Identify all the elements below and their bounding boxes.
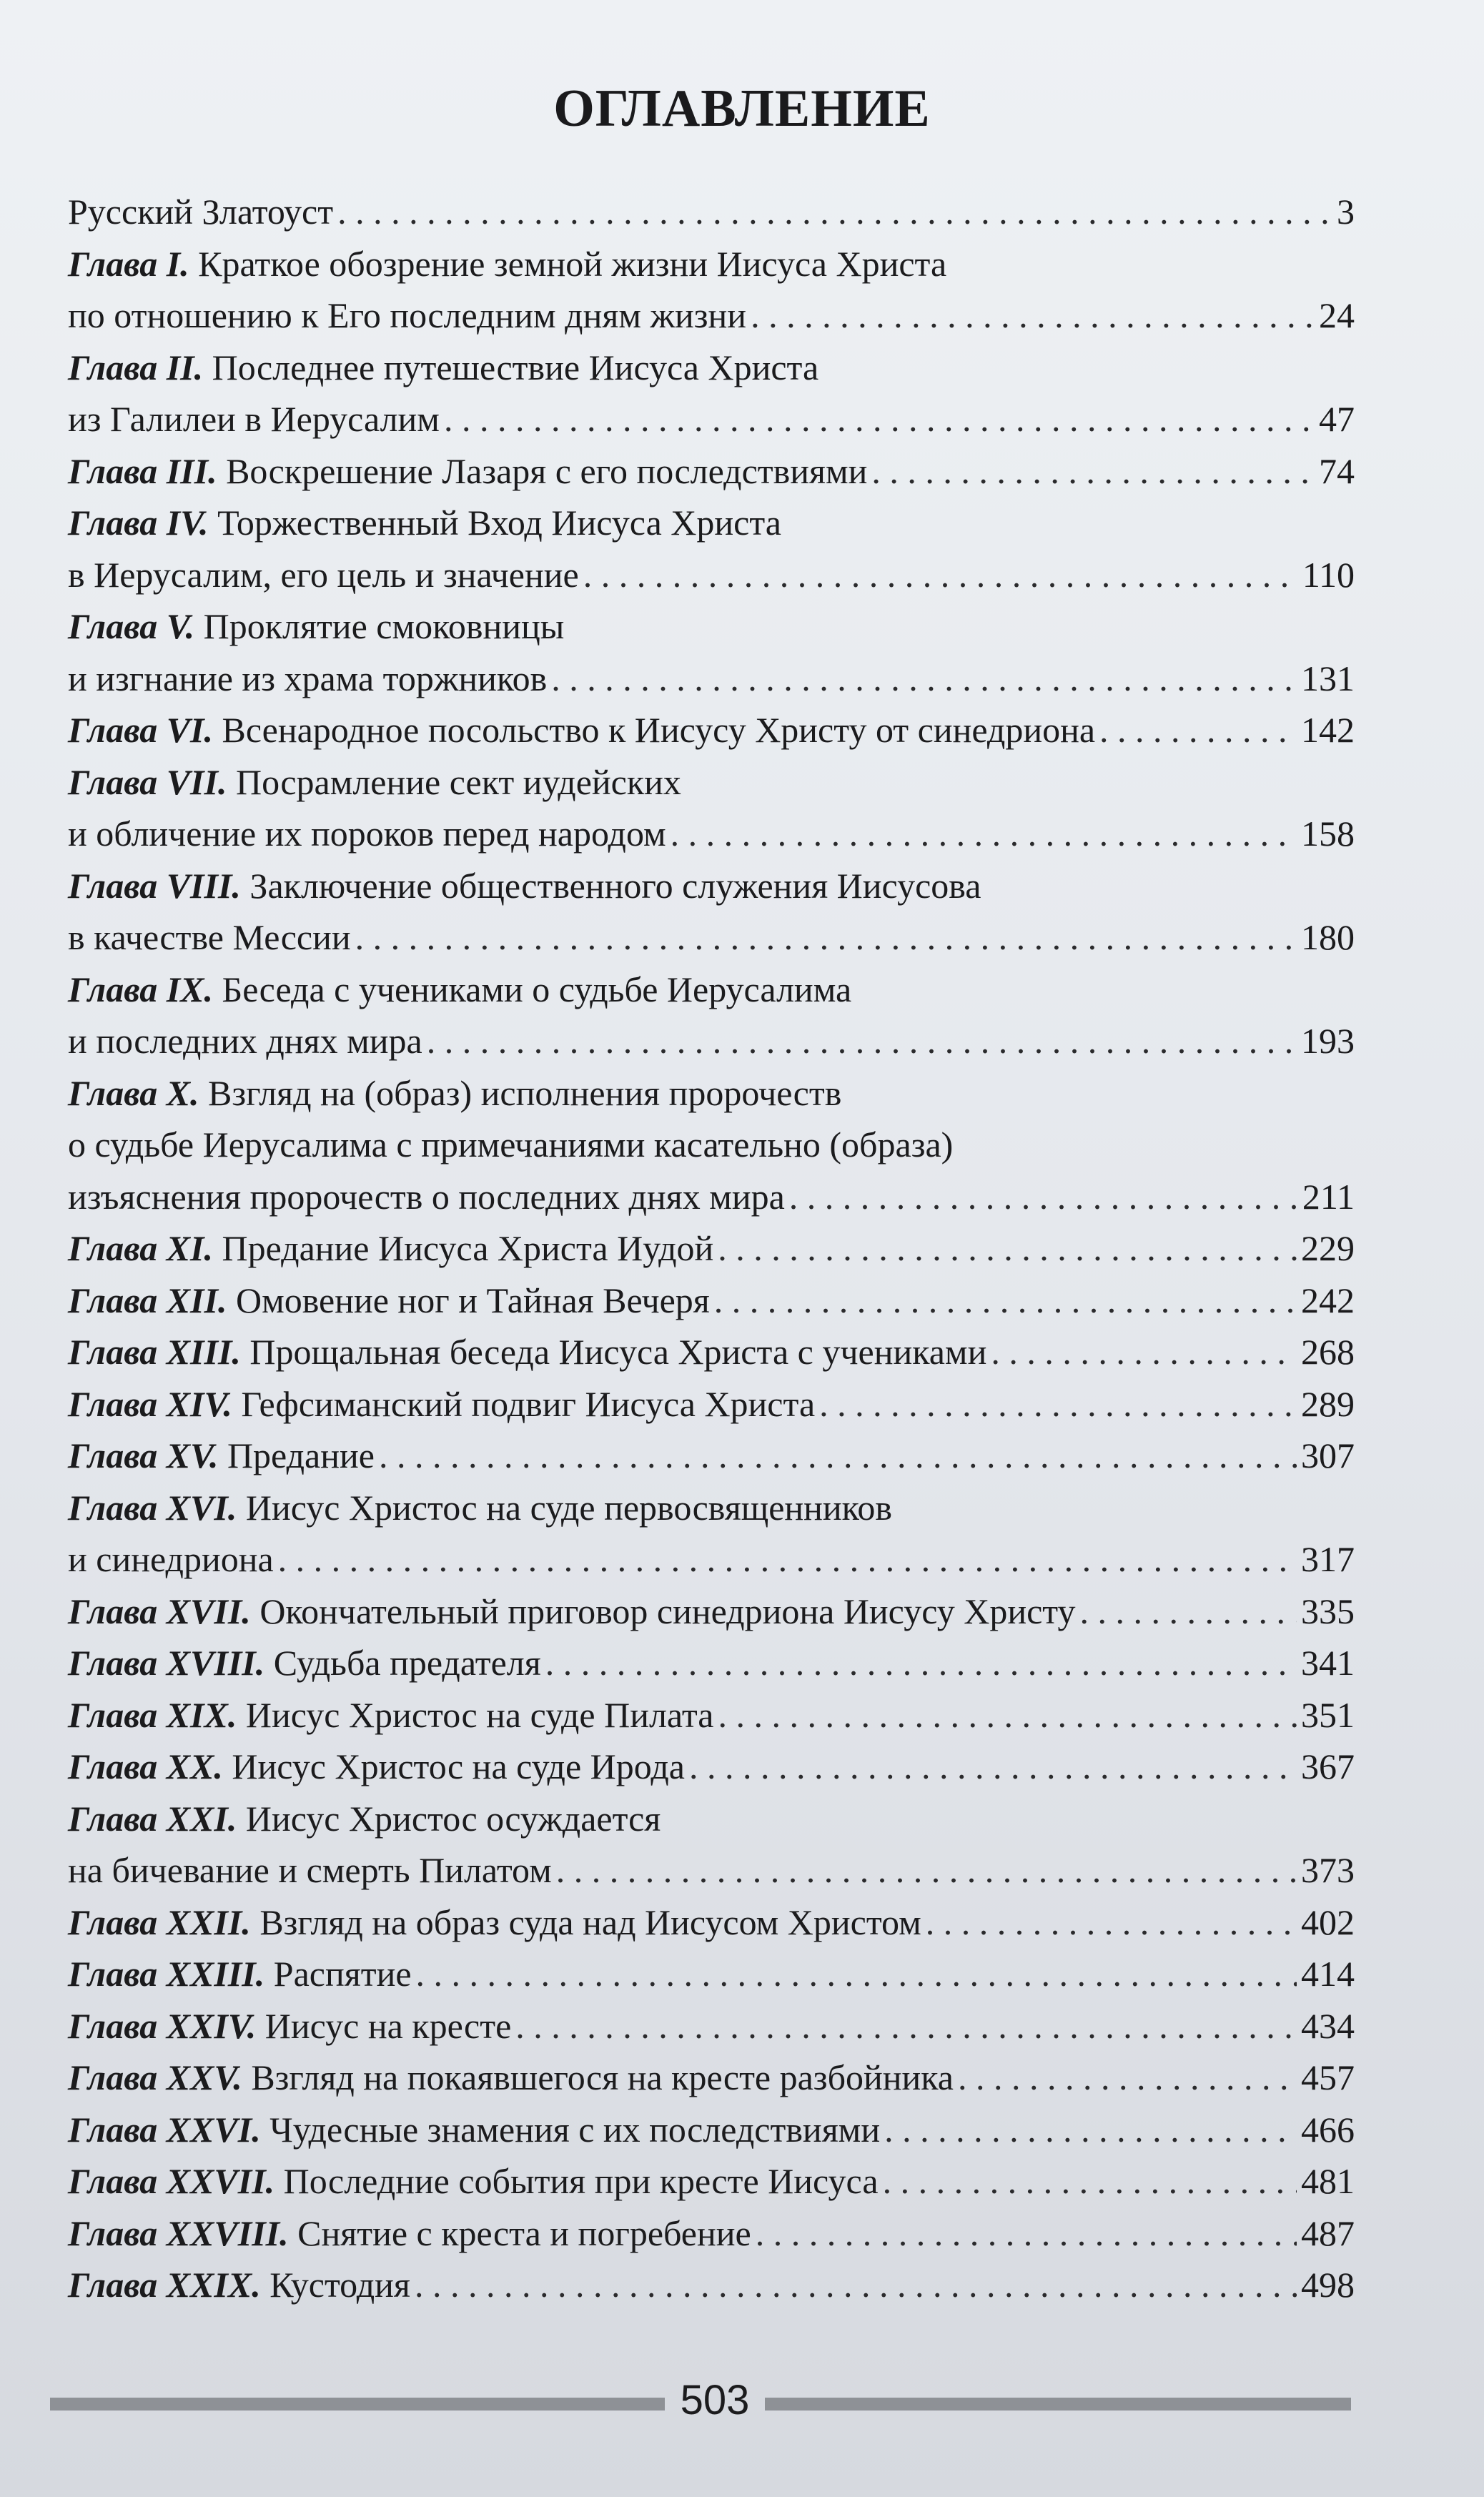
toc-line bbox=[68, 860, 1355, 912]
toc-line bbox=[68, 1844, 1355, 1897]
chapter-title: Кустодия bbox=[260, 2265, 410, 2305]
dot-leader bbox=[991, 1326, 1297, 1378]
chapter-number: Глава XX. bbox=[68, 1746, 223, 1786]
dot-leader bbox=[819, 1378, 1297, 1430]
toc-entry-label bbox=[68, 1171, 785, 1223]
chapter-number: Глава XXVIII. bbox=[68, 2212, 289, 2253]
toc-line bbox=[68, 704, 1355, 756]
chapter-number: Глава XXI. bbox=[68, 1798, 237, 1839]
toc-line bbox=[68, 2000, 1355, 2052]
toc-entry-label bbox=[68, 290, 746, 342]
chapter-title: Проклятие смоковницы bbox=[194, 606, 565, 646]
toc-line bbox=[68, 964, 1355, 1016]
chapter-title: в Иерусалим, его цель и значение bbox=[68, 554, 579, 595]
chapter-title: Беседа с учениками о судьбе Иерусалима bbox=[213, 969, 852, 1009]
toc-line bbox=[68, 1326, 1355, 1378]
chapter-title: Воскрешение Лазаря с его последствиями bbox=[217, 450, 868, 491]
toc-line bbox=[68, 1067, 1355, 1119]
table-of-contents bbox=[68, 186, 1355, 2311]
toc-entry-label bbox=[68, 808, 666, 860]
chapter-title: в качестве Мессии bbox=[68, 917, 351, 957]
toc-page-number: 373 bbox=[1301, 1850, 1355, 1890]
toc-entry-label bbox=[68, 653, 547, 705]
chapter-title: Предание bbox=[218, 1435, 375, 1475]
footer-rule-left bbox=[50, 2398, 665, 2411]
chapter-title: изъяснения пророчеств о последних днях мира bbox=[68, 1176, 785, 1217]
toc-entry-label bbox=[68, 1378, 815, 1430]
toc-page-number: 457 bbox=[1301, 2057, 1355, 2097]
toc-line bbox=[68, 1119, 1355, 1171]
chapter-number: Глава XXVI. bbox=[68, 2109, 261, 2150]
chapter-title: и синедриона bbox=[68, 1539, 274, 1579]
dot-leader bbox=[556, 1844, 1297, 1897]
toc-page-number: 229 bbox=[1301, 1228, 1355, 1268]
chapter-title: по отношению к Его последним дням жизни bbox=[68, 295, 747, 335]
chapter-number: Глава VI. bbox=[68, 710, 214, 750]
toc-entry-label bbox=[68, 2259, 410, 2311]
chapter-number: Глава VII. bbox=[68, 761, 227, 802]
dot-leader bbox=[278, 1533, 1297, 1586]
chapter-title: Взгляд на образ суда над Иисусом Христом bbox=[250, 1902, 921, 1942]
toc-line bbox=[68, 600, 1355, 653]
toc-line bbox=[68, 2104, 1355, 2156]
chapter-title: Всенародное посольство к Иисусу Христу от синедриона bbox=[213, 710, 1096, 750]
dot-leader bbox=[671, 808, 1297, 860]
chapter-number: Глава X. bbox=[68, 1072, 199, 1113]
page-footer bbox=[0, 2372, 1484, 2429]
chapter-title: Иисус Христос на суде Ирода bbox=[222, 1746, 685, 1786]
dot-leader bbox=[337, 186, 1329, 238]
toc-page-number: 317 bbox=[1301, 1539, 1355, 1579]
toc-entry-label bbox=[68, 1637, 541, 1689]
toc-entry-label bbox=[68, 393, 440, 445]
toc-page-number: 351 bbox=[1301, 1694, 1355, 1735]
chapter-title: Русский Златоуст bbox=[68, 192, 334, 232]
toc-entry-label bbox=[68, 1533, 274, 1586]
toc-entry-label bbox=[68, 600, 564, 653]
toc-entry-label bbox=[68, 2104, 880, 2156]
dot-leader bbox=[355, 911, 1297, 964]
toc-entry-label bbox=[68, 1430, 375, 1482]
toc-line bbox=[68, 756, 1355, 809]
toc-page-number: 498 bbox=[1301, 2265, 1355, 2305]
toc-line bbox=[68, 549, 1355, 601]
chapter-number: Глава XVIII. bbox=[68, 1643, 265, 1683]
toc-entry-label bbox=[68, 238, 946, 290]
chapter-number: Глава I. bbox=[68, 243, 189, 284]
toc-page-number: 307 bbox=[1301, 1435, 1355, 1475]
toc-line bbox=[68, 2155, 1355, 2207]
toc-entry-label bbox=[68, 497, 781, 549]
toc-entry-label bbox=[68, 549, 579, 601]
chapter-title: Судьба предателя bbox=[264, 1643, 541, 1683]
chapter-title: Торжественный Вход Иисуса Христа bbox=[208, 503, 781, 543]
dot-leader bbox=[718, 1222, 1297, 1275]
chapter-number: Глава XXIV. bbox=[68, 2005, 257, 2046]
chapter-number: Глава XIX. bbox=[68, 1694, 237, 1735]
toc-line bbox=[68, 1222, 1355, 1275]
dot-leader bbox=[871, 445, 1315, 498]
toc-line bbox=[68, 1482, 1355, 1534]
chapter-title: из Галилеи в Иерусалим bbox=[68, 399, 440, 439]
chapter-title: Снятие с креста и погребение bbox=[288, 2212, 751, 2253]
toc-line bbox=[68, 1793, 1355, 1845]
chapter-title: Посрамление сект иудейских bbox=[227, 761, 681, 802]
chapter-number: Глава XVI. bbox=[68, 1487, 237, 1528]
toc-page-number: 367 bbox=[1301, 1746, 1355, 1786]
toc-entry-label bbox=[68, 1741, 685, 1793]
dot-leader bbox=[689, 1741, 1297, 1793]
toc-page-number: 487 bbox=[1301, 2212, 1355, 2253]
chapter-title: Последнее путешествие Иисуса Христа bbox=[203, 347, 819, 387]
toc-page-number: 414 bbox=[1301, 1954, 1355, 1994]
chapter-number: Глава XVII. bbox=[68, 1591, 251, 1631]
toc-page-number: 180 bbox=[1301, 917, 1355, 957]
toc-page-number: 211 bbox=[1302, 1176, 1355, 1217]
toc-page-number: 466 bbox=[1301, 2109, 1355, 2150]
toc-page-number: 242 bbox=[1301, 1280, 1355, 1320]
toc-line bbox=[68, 445, 1355, 498]
toc-page-number: 434 bbox=[1301, 2005, 1355, 2046]
toc-line bbox=[68, 808, 1355, 860]
toc-entry-label bbox=[68, 1482, 892, 1534]
toc-entry-label bbox=[68, 1793, 661, 1845]
chapter-number: Глава XII. bbox=[68, 1280, 227, 1320]
toc-line bbox=[68, 2207, 1355, 2260]
toc-line bbox=[68, 2259, 1355, 2311]
toc-line bbox=[68, 290, 1355, 342]
dot-leader bbox=[958, 2052, 1297, 2104]
toc-entry-label bbox=[68, 2207, 751, 2260]
dot-leader bbox=[545, 1637, 1297, 1689]
chapter-title: Омовение ног и Тайная Вечеря bbox=[227, 1280, 710, 1320]
chapter-title: и изгнание из храма торжников bbox=[68, 658, 548, 698]
chapter-title: Прощальная беседа Иисуса Христа с учениками bbox=[240, 1332, 987, 1372]
toc-line bbox=[68, 911, 1355, 964]
chapter-number: Глава III. bbox=[68, 450, 217, 491]
chapter-number: Глава XXII. bbox=[68, 1902, 251, 1942]
chapter-title: на бичевание и смерть Пилатом bbox=[68, 1850, 552, 1890]
chapter-title: Иисус на кресте bbox=[256, 2005, 512, 2046]
toc-line bbox=[68, 186, 1355, 238]
toc-line bbox=[68, 238, 1355, 290]
dot-leader bbox=[884, 2104, 1297, 2156]
toc-line bbox=[68, 1741, 1355, 1793]
toc-line bbox=[68, 653, 1355, 705]
toc-entry-label bbox=[68, 860, 981, 912]
chapter-number: Глава IX. bbox=[68, 969, 214, 1009]
toc-page-number: 341 bbox=[1301, 1643, 1355, 1683]
dot-leader bbox=[427, 1015, 1297, 1067]
toc-page-number: 131 bbox=[1301, 658, 1355, 698]
chapter-number: Глава XXIX. bbox=[68, 2265, 261, 2305]
chapter-number: Глава XXVII. bbox=[68, 2161, 275, 2201]
dot-leader bbox=[444, 393, 1315, 445]
toc-entry-label bbox=[68, 1586, 1076, 1638]
toc-line bbox=[68, 1586, 1355, 1638]
toc-line bbox=[68, 497, 1355, 549]
chapter-title: Иисус Христос на суде первосвященников bbox=[237, 1487, 893, 1528]
toc-page-number: 268 bbox=[1301, 1332, 1355, 1372]
toc-entry-label bbox=[68, 911, 351, 964]
toc-page-number: 24 bbox=[1319, 295, 1355, 335]
chapter-title: и последних днях мира bbox=[68, 1021, 422, 1061]
toc-entry-label bbox=[68, 2000, 511, 2052]
chapter-number: Глава V. bbox=[68, 606, 195, 646]
toc-entry-label bbox=[68, 1689, 713, 1741]
dot-leader bbox=[714, 1275, 1297, 1327]
chapter-number: Глава VIII. bbox=[68, 865, 241, 906]
toc-page-number: 335 bbox=[1301, 1591, 1355, 1631]
toc-page-number: 481 bbox=[1301, 2161, 1355, 2201]
footer-rule-right bbox=[765, 2398, 1351, 2411]
chapter-number: Глава XXV. bbox=[68, 2057, 242, 2097]
dot-leader bbox=[551, 653, 1297, 705]
toc-entry-label bbox=[68, 186, 333, 238]
dot-leader bbox=[515, 2000, 1297, 2052]
toc-line bbox=[68, 1637, 1355, 1689]
toc-line bbox=[68, 1275, 1355, 1327]
chapter-title: о судьбе Иерусалима с примечаниями касательно (образа) bbox=[68, 1124, 954, 1165]
chapter-title: Гефсиманский подвиг Иисуса Христа bbox=[232, 1383, 816, 1424]
toc-page-number: 3 bbox=[1337, 192, 1355, 232]
toc-line bbox=[68, 1171, 1355, 1223]
toc-line bbox=[68, 1533, 1355, 1586]
toc-entry-label bbox=[68, 1222, 713, 1275]
chapter-number: Глава XIV. bbox=[68, 1383, 232, 1424]
chapter-title: Краткое обозрение земной жизни Иисуса Христа bbox=[189, 243, 947, 284]
toc-entry-label bbox=[68, 2155, 879, 2207]
dot-leader bbox=[756, 2207, 1297, 2260]
toc-entry-label bbox=[68, 1015, 422, 1067]
toc-page-number: 110 bbox=[1302, 554, 1355, 595]
toc-line bbox=[68, 1689, 1355, 1741]
chapter-number: Глава XIII. bbox=[68, 1332, 241, 1372]
page-number: 503 bbox=[680, 2377, 750, 2423]
toc-page-number: 142 bbox=[1301, 710, 1355, 750]
dot-leader bbox=[883, 2155, 1297, 2207]
toc-entry-label bbox=[68, 1948, 412, 2000]
chapter-title: и обличение их пороков перед народом bbox=[68, 814, 666, 854]
toc-entry-label bbox=[68, 1275, 710, 1327]
toc-entry-label bbox=[68, 1119, 953, 1171]
toc-entry-label bbox=[68, 1844, 552, 1897]
toc-line bbox=[68, 1948, 1355, 2000]
page-title: ОГЛАВЛЕНИЕ bbox=[553, 79, 931, 138]
dot-leader bbox=[583, 549, 1298, 601]
chapter-title: Взгляд на (образ) исполнения пророчеств bbox=[199, 1072, 842, 1113]
toc-entry-label bbox=[68, 1067, 841, 1119]
dot-leader bbox=[751, 290, 1315, 342]
toc-page-number: 289 bbox=[1301, 1383, 1355, 1424]
chapter-title: Последние события при кресте Иисуса bbox=[274, 2161, 879, 2201]
dot-leader bbox=[415, 2259, 1297, 2311]
toc-entry-label bbox=[68, 2052, 954, 2104]
toc-entry-label bbox=[68, 1897, 921, 1949]
toc-page-number: 158 bbox=[1301, 814, 1355, 854]
dot-leader bbox=[789, 1171, 1298, 1223]
chapter-title: Предание Иисуса Христа Иудой bbox=[213, 1228, 714, 1268]
chapter-number: Глава XV. bbox=[68, 1435, 219, 1475]
toc-line bbox=[68, 342, 1355, 394]
dot-leader bbox=[416, 1948, 1297, 2000]
toc-entry-label bbox=[68, 1326, 986, 1378]
chapter-title: Распятие bbox=[264, 1954, 412, 1994]
chapter-number: Глава XI. bbox=[68, 1228, 214, 1268]
chapter-title: Окончательный приговор синедриона Иисусу Христу bbox=[250, 1591, 1076, 1631]
dot-leader bbox=[379, 1430, 1297, 1482]
toc-line bbox=[68, 393, 1355, 445]
toc-entry-label bbox=[68, 445, 867, 498]
toc-line bbox=[68, 1897, 1355, 1949]
chapter-title: Иисус Христос осуждается bbox=[237, 1798, 661, 1839]
toc-line bbox=[68, 1430, 1355, 1482]
chapter-title: Чудесные знамения с их последствиями bbox=[260, 2109, 881, 2150]
toc-entry-label bbox=[68, 342, 818, 394]
toc-line bbox=[68, 1015, 1355, 1067]
dot-leader bbox=[1080, 1586, 1297, 1638]
dot-leader bbox=[926, 1897, 1297, 1949]
toc-page-number: 402 bbox=[1301, 1902, 1355, 1942]
toc-page-number: 47 bbox=[1319, 399, 1355, 439]
chapter-title: Иисус Христос на суде Пилата bbox=[237, 1694, 714, 1735]
toc-line bbox=[68, 1378, 1355, 1430]
chapter-number: Глава II. bbox=[68, 347, 204, 387]
chapter-number: Глава XXIII. bbox=[68, 1954, 265, 1994]
chapter-title: Взгляд на покаявшегося на кресте разбойника bbox=[242, 2057, 954, 2097]
toc-page-number: 193 bbox=[1301, 1021, 1355, 1061]
toc-page-number: 74 bbox=[1319, 450, 1355, 491]
chapter-number: Глава IV. bbox=[68, 503, 209, 543]
dot-leader bbox=[1099, 704, 1297, 756]
toc-entry-label bbox=[68, 756, 681, 809]
toc-line bbox=[68, 2052, 1355, 2104]
dot-leader bbox=[718, 1689, 1297, 1741]
toc-entry-label bbox=[68, 704, 1095, 756]
toc-entry-label bbox=[68, 964, 851, 1016]
chapter-title: Заключение общественного служения Иисусова bbox=[240, 865, 981, 906]
